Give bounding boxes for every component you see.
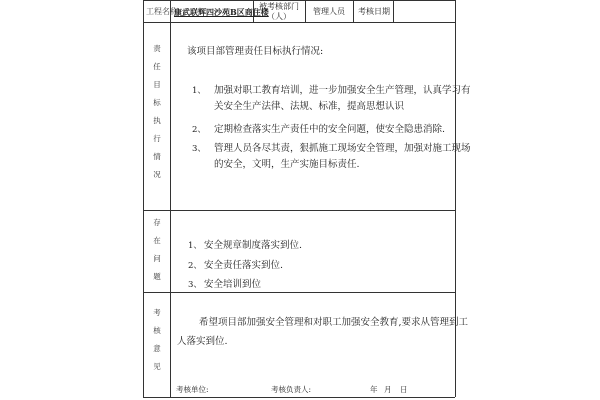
- header-divider-4: [353, 0, 354, 22]
- project-label: 工程名称: [146, 7, 178, 16]
- manager-label: 管理人员: [313, 7, 345, 16]
- section1-item-3: 3、 管理人员各尽其责，狠抓施工现场安全管理，加强对施工现场 的安全，文明，生产实施目标责任.: [192, 143, 471, 170]
- date-month-label: 月: [384, 385, 392, 394]
- section1-item-2: 2、 定期检查落实生产责任中的安全问题，使安全隐患消除.: [192, 124, 446, 135]
- assessor-person-label: 考核负责人:: [271, 385, 312, 394]
- section1-intro: 该项目部管理责任目标执行情况:: [187, 46, 324, 57]
- header-divider-3: [305, 0, 306, 22]
- section2-side-label: 存 在 问 题: [153, 218, 161, 281]
- date-label: 考核日期: [358, 7, 390, 16]
- section2-item-2: 2、 安全责任落实到位.: [188, 260, 284, 271]
- section2-item-3: 3、 安全培训到位: [188, 279, 262, 290]
- project-name: 康武联辉四沙苑B区商住楼: [174, 7, 269, 17]
- header-bottom-border: [143, 22, 455, 23]
- section1-side-label: 责 任 目 标 执 行 情 况: [153, 44, 161, 179]
- section2-bottom-border: [143, 292, 455, 293]
- form-top-border: [143, 0, 455, 1]
- date-day-label: 日: [400, 385, 408, 394]
- section1-bottom-border: [143, 210, 455, 211]
- dept-label-line1: 被考核部门: [259, 2, 299, 11]
- header-divider-5: [393, 0, 394, 22]
- assessor-unit-label: 考核单位:: [176, 385, 209, 394]
- form-bottom-border: [143, 397, 455, 398]
- section3-side-label: 考 核 意 见: [153, 308, 161, 371]
- side-column-divider: [170, 22, 171, 397]
- section3-opinion: 希望项目部加强安全管理和对职工加强安全教育,要求从管理到工 人落实到位.: [177, 317, 469, 347]
- section1-item-1: 1、 加强对职工教育培训，进一步加强安全生产管理，认真学习有 关安全生产法律、法规、标准，提高思想认识: [192, 85, 471, 112]
- section2-item-1: 1、 安全规章制度落实到位.: [188, 240, 303, 251]
- dept-label-line2: （人）: [267, 12, 291, 21]
- date-year-label: 年: [370, 385, 378, 394]
- form-left-border: [143, 0, 144, 397]
